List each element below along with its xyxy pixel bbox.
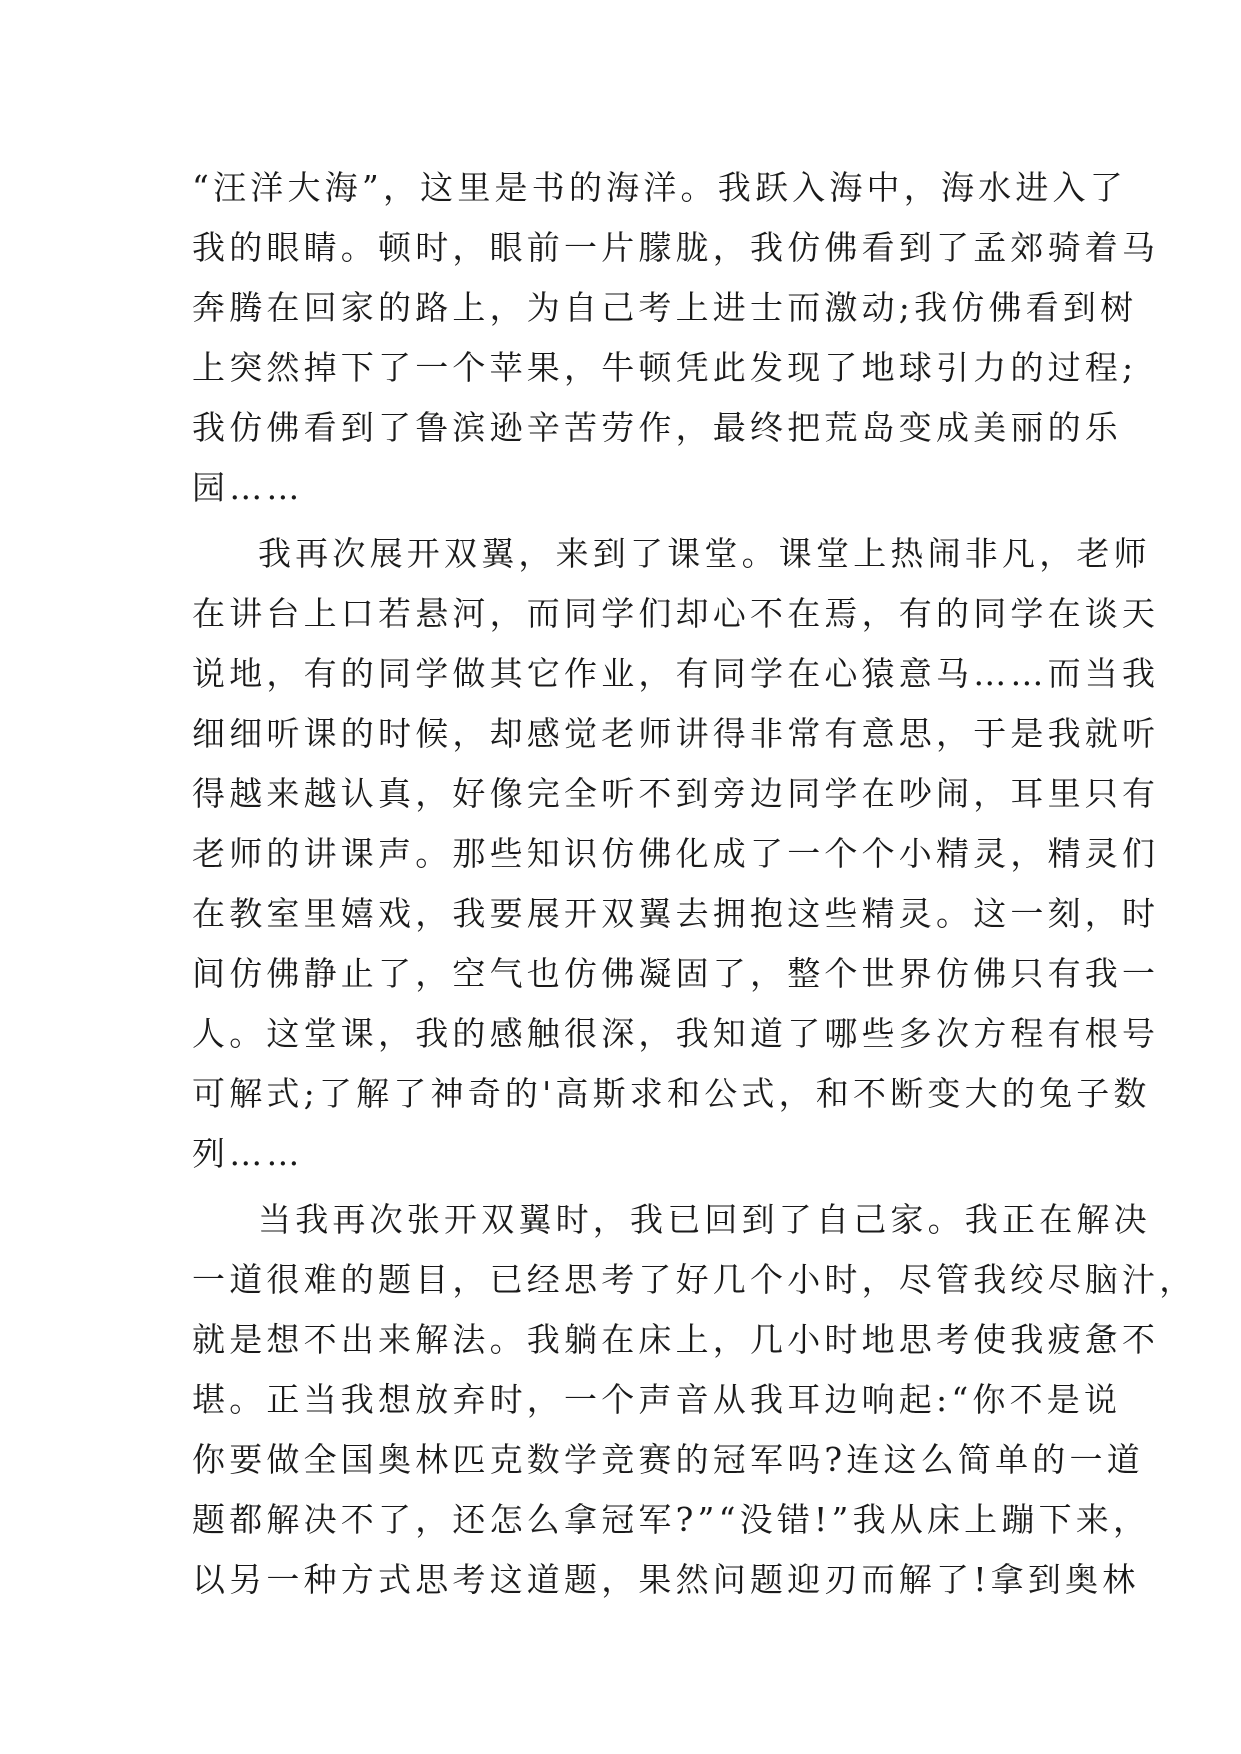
text-line: 我仿佛看到了鲁滨逊辛苦劳作，最终把荒岛变成美丽的乐 <box>192 408 1122 447</box>
text-line: 人。这堂课，我的感触很深，我知道了哪些多次方程有根号 <box>192 1014 1160 1053</box>
text-line: “汪洋大海”，这里是书的海洋。我跃入海中，海水进入了 <box>192 168 1127 207</box>
paragraph-1 <box>192 158 1160 518</box>
text-line: 题都解决不了，还怎么拿冠军?”“没错!”我从床上蹦下来， <box>192 1500 1151 1539</box>
paragraph-3 <box>192 1190 1197 1610</box>
text-line: 间仿佛静止了，空气也仿佛凝固了，整个世界仿佛只有我一 <box>192 954 1160 993</box>
text-line: 当我再次张开双翼时，我已回到了自己家。我正在解决 <box>258 1200 1151 1239</box>
text-line: 上突然掉下了一个苹果，牛顿凭此发现了地球引力的过程; <box>192 348 1138 387</box>
text-line: 在教室里嬉戏，我要展开双翼去拥抱这些精灵。这一刻，时 <box>192 894 1160 933</box>
text-line: 你要做全国奥林匹克数学竞赛的冠军吗?连这么简单的一道 <box>192 1440 1144 1479</box>
text-line: 堪。正当我想放弃时，一个声音从我耳边响起:“你不是说 <box>192 1380 1122 1419</box>
text-line: 以另一种方式思考这道题，果然问题迎刃而解了!拿到奥林 <box>192 1560 1140 1599</box>
text-line: 我再次展开双翼，来到了课堂。课堂上热闹非凡，老师 <box>258 534 1151 573</box>
body-text <box>192 158 1197 1610</box>
text-line: 奔腾在回家的路上，为自己考上进士而激动;我仿佛看到树 <box>192 288 1138 327</box>
paragraph-2 <box>192 524 1160 1184</box>
text-line: 说地，有的同学做其它作业，有同学在心猿意马……而当我 <box>192 654 1160 693</box>
text-line: 在讲台上口若悬河，而同学们却心不在焉，有的同学在谈天 <box>192 594 1160 633</box>
text-line: 细细听课的时候，却感觉老师讲得非常有意思，于是我就听 <box>192 714 1160 753</box>
text-line: 老师的讲课声。那些知识仿佛化成了一个个小精灵，精灵们 <box>192 834 1160 873</box>
text-line: 一道很难的题目，已经思考了好几个小时，尽管我绞尽脑汁， <box>192 1260 1197 1299</box>
text-line: 就是想不出来解法。我躺在床上，几小时地思考使我疲惫不 <box>192 1320 1160 1359</box>
text-line: 园…… <box>192 468 304 507</box>
text-line: 我的眼睛。顿时，眼前一片朦胧，我仿佛看到了孟郊骑着马 <box>192 228 1160 267</box>
text-line: 列…… <box>192 1134 304 1173</box>
text-line: 可解式;了解了神奇的'高斯求和公式，和不断变大的兔子数 <box>192 1074 1151 1113</box>
text-line: 得越来越认真，好像完全听不到旁边同学在吵闹，耳里只有 <box>192 774 1160 813</box>
